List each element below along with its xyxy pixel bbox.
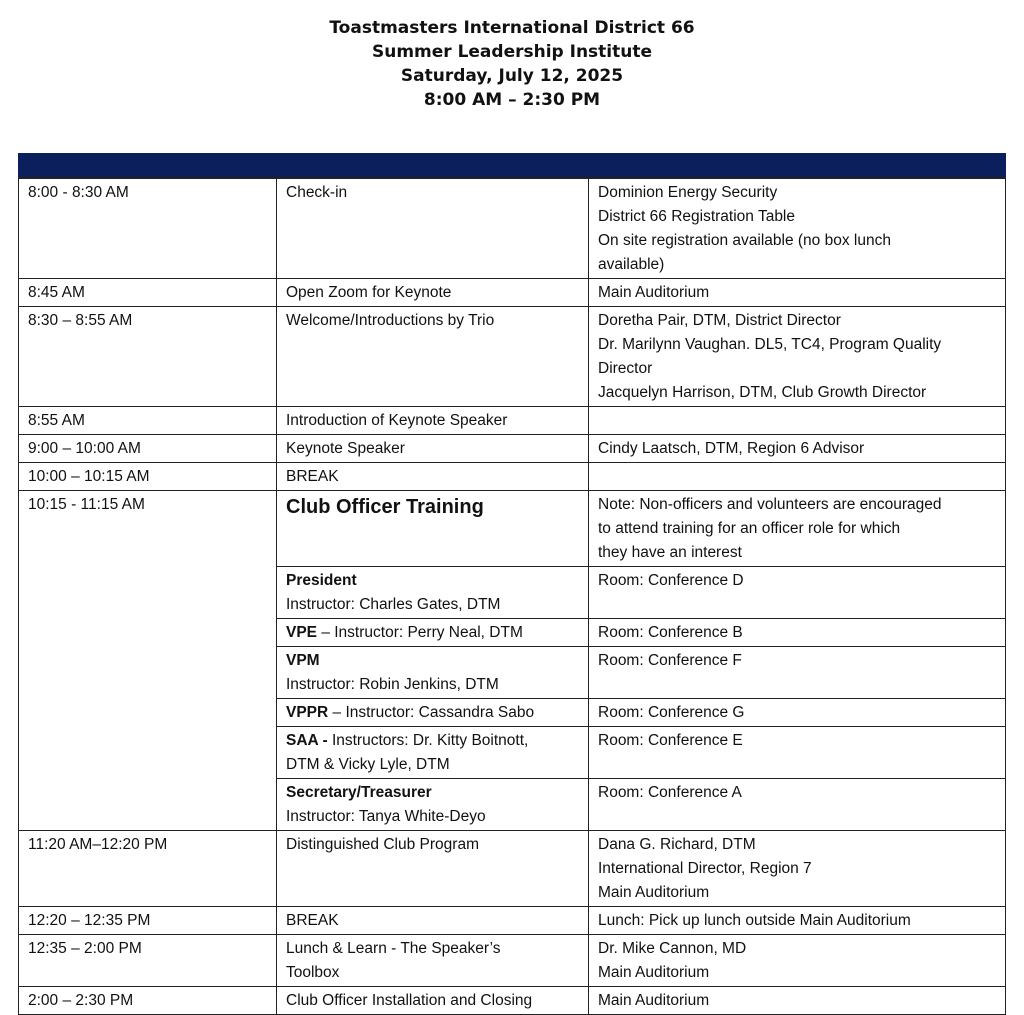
time-cell: 12:20 – 12:35 PM [19,907,277,935]
table-row [19,463,1006,491]
detail-line: Note: Non-officers and volunteers are encouraged [598,496,942,513]
time-cell: 8:30 – 8:55 AM [19,307,277,407]
event-cell: Check-in [277,178,589,279]
room-cell: Room: Conference F [589,647,1006,699]
time-cell: 12:35 – 2:00 PM [19,935,277,987]
detail-line: Dominion Energy Security [598,184,778,201]
details-cell [589,463,1006,491]
table-row [19,491,1006,567]
event-cell: BREAK [277,907,589,935]
detail-line: available) [598,256,665,273]
time-cell: 10:00 – 10:15 AM [19,463,277,491]
instructor-name: Instructor: Tanya White-Deyo [286,808,486,825]
time-cell: 11:20 AM–12:20 PM [19,831,277,907]
details-cell [589,178,1006,279]
table-row [19,279,1006,307]
table-row [19,178,1006,279]
instructor-name: DTM & Vicky Lyle, DTM [286,756,450,773]
officer-role: President [286,572,357,589]
event-cell [277,647,589,699]
detail-line: to attend training for an officer role for which [598,520,901,537]
event-cell [277,491,589,567]
officer-role: VPE [286,624,318,641]
detail-line: Doretha Pair, DTM, District Director [598,312,841,329]
detail-line: they have an interest [598,544,742,561]
header-cell [589,154,1006,179]
detail-line: Director [598,360,653,377]
table-header-row [19,154,1006,179]
event-cell [277,727,589,779]
event-cell: Open Zoom for Keynote [277,279,589,307]
table-row [19,435,1006,463]
detail-line: International Director, Region 7 [598,860,812,877]
instructor-name: Instructors: Dr. Kitty Boitnott, [331,732,529,749]
detail-line: Jacquelyn Harrison, DTM, Club Growth Director [598,384,927,401]
header-cell [277,154,589,179]
table-row [19,831,1006,907]
detail-line: Dr. Mike Cannon, MD [598,940,747,957]
event-cell: Welcome/Introductions by Trio [277,307,589,407]
room-cell: Room: Conference G [589,699,1006,727]
event-cell [277,779,589,831]
header-date: Saturday, July 12, 2025 [400,66,624,86]
time-cell: 8:55 AM [19,407,277,435]
document-header [0,16,1024,112]
time-cell: 2:00 – 2:30 PM [19,987,277,1015]
table-row [19,407,1006,435]
instructor-name: – Instructor: Cassandra Sabo [328,704,535,721]
table-row [19,935,1006,987]
details-cell [589,307,1006,407]
section-title: Club Officer Training [286,496,484,518]
officer-role: VPPR [286,704,329,721]
instructor-name: Instructor: Robin Jenkins, DTM [286,676,499,693]
event-cell [277,619,589,647]
detail-line: Main Auditorium [598,884,710,901]
table-row [19,987,1006,1015]
event-cell: Club Officer Installation and Closing [277,987,589,1015]
event-cell: Distinguished Club Program [277,831,589,907]
event-line: Lunch & Learn - The Speaker’s [286,940,501,957]
event-cell [277,699,589,727]
header-time-range: 8:00 AM – 2:30 PM [423,90,601,110]
schedule-table [18,153,1006,1015]
officer-role: VPM [286,652,320,669]
details-cell: Main Auditorium [589,987,1006,1015]
time-cell: 10:15 - 11:15 AM [19,491,277,831]
detail-line: District 66 Registration Table [598,208,795,225]
detail-line: Dana G. Richard, DTM [598,836,756,853]
details-cell: Cindy Laatsch, DTM, Region 6 Advisor [589,435,1006,463]
time-cell: 8:00 - 8:30 AM [19,178,277,279]
time-cell: 8:45 AM [19,279,277,307]
table-row [19,307,1006,407]
event-cell: BREAK [277,463,589,491]
event-cell [277,567,589,619]
event-cell: Introduction of Keynote Speaker [277,407,589,435]
room-cell: Room: Conference E [589,727,1006,779]
officer-role: Secretary/Treasurer [286,784,432,801]
officer-role: SAA - [286,732,332,749]
room-cell: Room: Conference A [589,779,1006,831]
details-cell [589,407,1006,435]
header-organization: Toastmasters International District 66 [329,18,695,38]
details-cell [589,935,1006,987]
room-cell: Room: Conference B [589,619,1006,647]
details-cell [589,831,1006,907]
time-cell: 9:00 – 10:00 AM [19,435,277,463]
instructor-name: Instructor: Charles Gates, DTM [286,596,501,613]
instructor-name: – Instructor: Perry Neal, DTM [317,624,523,641]
event-cell [277,935,589,987]
event-cell: Keynote Speaker [277,435,589,463]
event-line: Toolbox [286,964,340,981]
details-cell: Main Auditorium [589,279,1006,307]
detail-line: Dr. Marilynn Vaughan. DL5, TC4, Program Quality [598,336,942,353]
detail-line: On site registration available (no box lunch [598,232,891,249]
details-cell [589,491,1006,567]
room-cell: Room: Conference D [589,567,1006,619]
details-cell: Lunch: Pick up lunch outside Main Auditorium [589,907,1006,935]
detail-line: Main Auditorium [598,964,710,981]
header-cell [19,154,277,179]
header-event-name: Summer Leadership Institute [371,42,653,62]
table-row [19,907,1006,935]
